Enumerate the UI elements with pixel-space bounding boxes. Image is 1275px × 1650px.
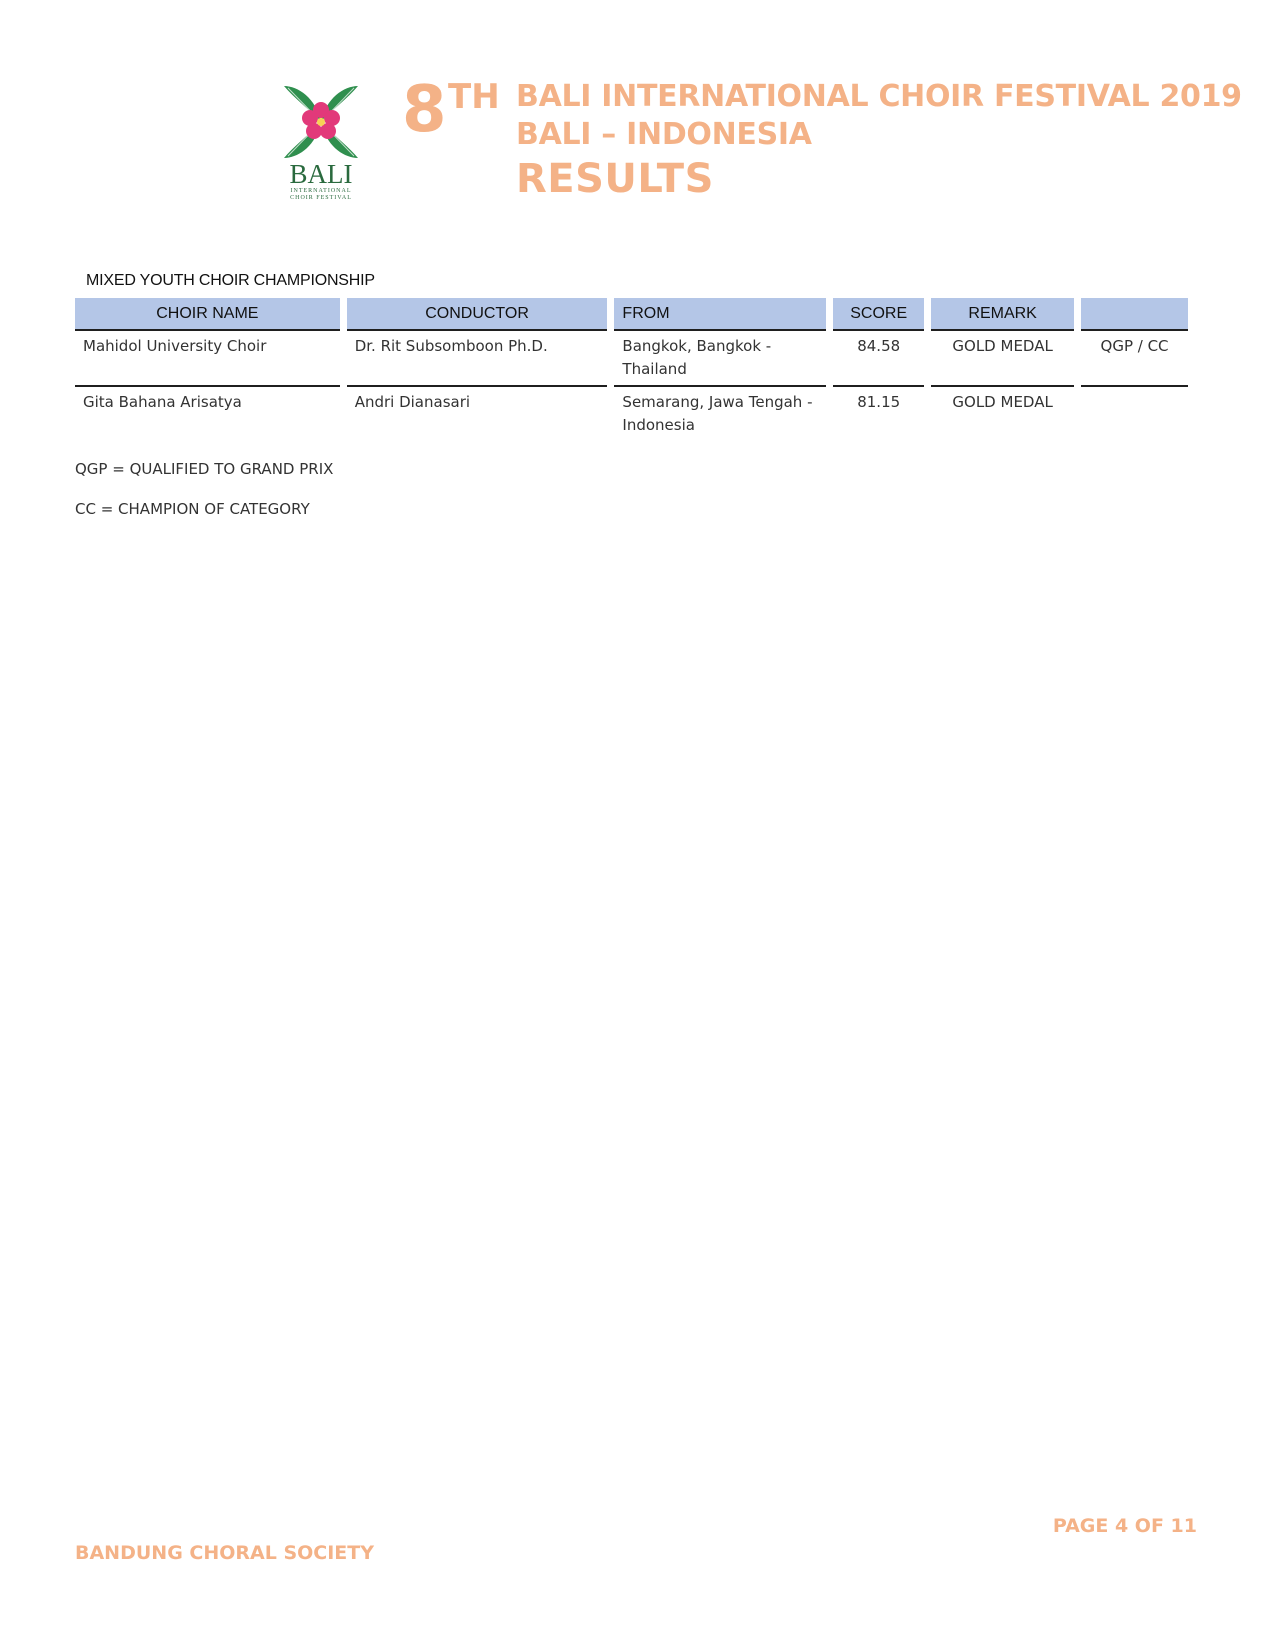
page-number: PAGE 4 OF 11 [1052,1515,1197,1537]
edition-ordinal [402,73,500,147]
column-header-conductor: CONDUCTOR [347,298,608,331]
table-row [75,387,1188,441]
table-header-row [75,298,1188,331]
cell-conductor: Andri Dianasari [354,393,471,411]
festival-logo [280,80,362,202]
page-title [516,78,1242,204]
edition-suffix: TH [448,77,500,117]
cell-extra: QGP / CC [1081,331,1188,387]
cell-extra [1081,387,1188,441]
cell-from [614,387,826,441]
svg-text:INTERNATIONAL: INTERNATIONAL [290,188,352,194]
footer-organizer: BANDUNG CHORAL SOCIETY [75,1542,374,1564]
table-row [75,331,1188,387]
frangipani-logo-icon [280,80,362,202]
cell-remark: GOLD MEDAL [931,331,1074,387]
cell-from-city: Bangkok, Bangkok - [622,337,772,355]
cell-from [614,331,826,387]
column-header-choir-name: CHOIR NAME [75,298,340,331]
svg-text:BALI: BALI [289,159,353,189]
cell-score: 81.15 [857,393,901,411]
results-table [68,298,1195,441]
category-title: MIXED YOUTH CHOIR CHAMPIONSHIP [86,272,375,289]
column-header-remark: REMARK [931,298,1074,331]
cell-choir-name: Mahidol University Choir [75,331,340,387]
cell-conductor: Dr. Rit Subsomboon Ph.D. [347,331,608,387]
column-header-score: SCORE [833,298,924,331]
cell-from-city: Semarang, Jawa Tengah - [622,393,813,411]
svg-text:CHOIR FESTIVAL: CHOIR FESTIVAL [290,195,352,201]
column-header-extra [1081,298,1188,331]
cell-score: 84.58 [833,331,924,387]
cell-from-country: Indonesia [622,416,695,434]
festival-location: BALI – INDONESIA [516,117,812,152]
legend-qgp: QGP = QUALIFIED TO GRAND PRIX [75,460,334,478]
edition-number: 8 [402,73,446,147]
festival-name: BALI INTERNATIONAL CHOIR FESTIVAL 2019 [516,79,1242,114]
legend-cc: CC = CHAMPION OF CATEGORY [75,500,310,518]
column-header-from: FROM [614,298,826,331]
results-heading: RESULTS [516,156,714,202]
cell-remark: GOLD MEDAL [952,393,1053,411]
cell-from-country: Thailand [622,360,687,378]
cell-choir-name: Gita Bahana Arisatya [83,393,242,411]
